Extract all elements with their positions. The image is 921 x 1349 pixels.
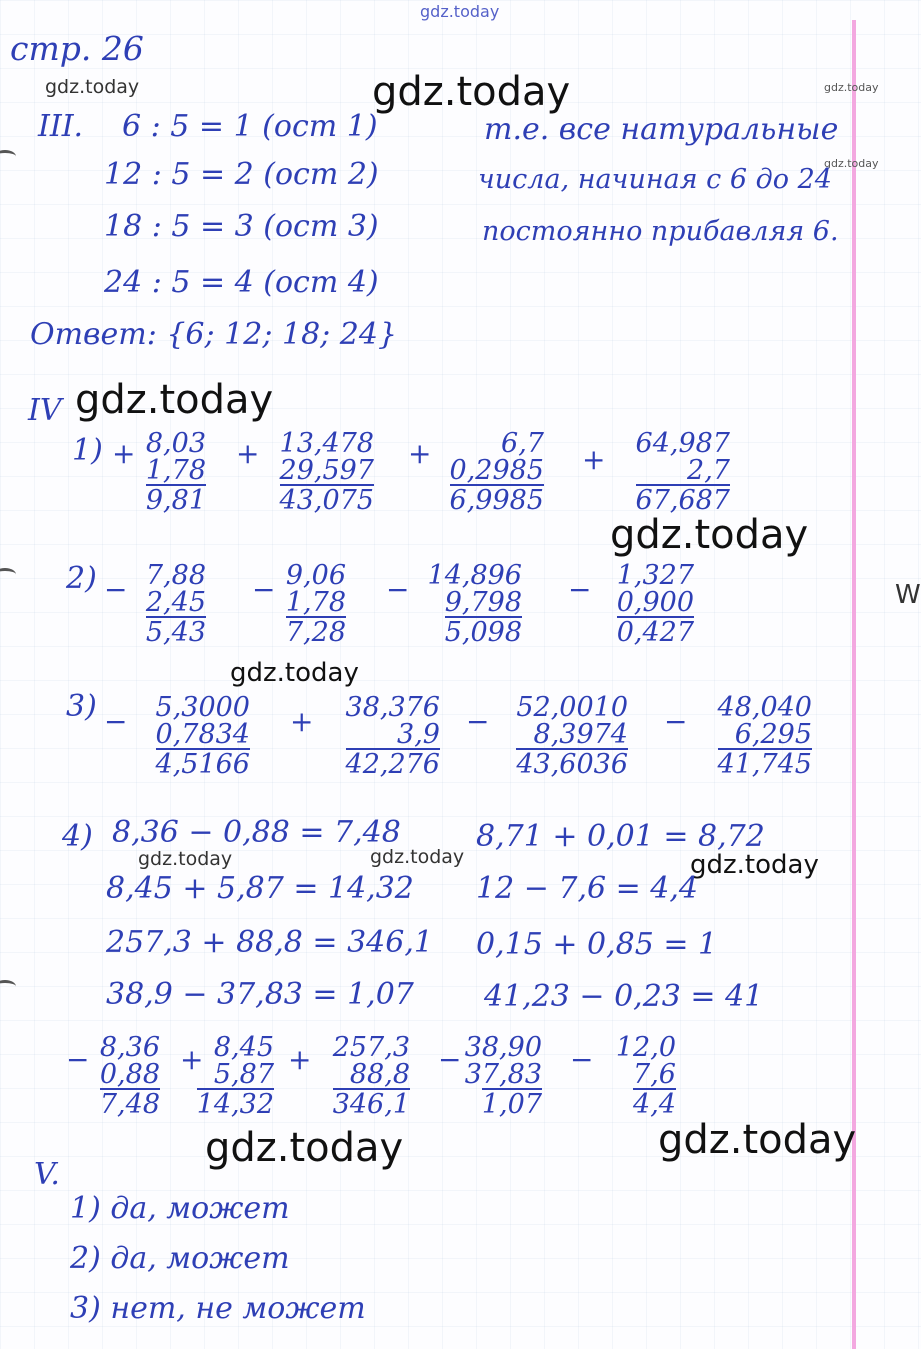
operation-sign: + <box>290 705 314 738</box>
answer-line: 3) нет, не может <box>70 1291 366 1326</box>
answer-line: 1) да, может <box>70 1191 290 1226</box>
operand: 37,83 <box>464 1059 542 1090</box>
operation-sign: − <box>104 705 128 738</box>
operand: 0,900 <box>616 587 694 618</box>
operand: 52,0010 <box>516 692 628 723</box>
result: 4,4 <box>633 1089 676 1120</box>
page-header: стр. 26 <box>10 29 144 68</box>
result: 42,276 <box>345 749 440 780</box>
column-operation <box>244 430 374 514</box>
equation-line: 8,45 + 5,87 = 14,32 <box>106 871 414 906</box>
item-label: 4) <box>62 819 93 854</box>
operand: 88,8 <box>349 1059 410 1090</box>
note-line: числа, начиная с 6 до 24 <box>478 164 832 195</box>
binding-hole-mark <box>0 568 16 581</box>
operation-sign: + <box>180 1043 204 1076</box>
watermark: gdz.today <box>372 69 571 115</box>
operand: 7,6 <box>633 1059 676 1090</box>
watermark: gdz.today <box>205 1125 404 1171</box>
operand: 38,90 <box>464 1032 542 1063</box>
operation-sign: − <box>664 705 688 738</box>
operand: 5,3000 <box>155 692 250 723</box>
operand: 2,45 <box>145 587 206 618</box>
operand: 0,88 <box>99 1059 160 1090</box>
operand: 7,88 <box>145 560 206 591</box>
result: 0,427 <box>616 617 694 648</box>
column-operation <box>396 562 522 646</box>
column-operation <box>306 694 440 778</box>
column-operation <box>420 430 544 514</box>
section-label: IV <box>28 393 62 428</box>
operand: 1,78 <box>285 587 346 618</box>
result: 43,075 <box>279 485 374 516</box>
column-operation <box>118 562 206 646</box>
watermark: gdz.today <box>690 850 819 880</box>
result: 41,745 <box>717 749 812 780</box>
operand: 8,45 <box>213 1032 274 1063</box>
column-operation <box>476 694 628 778</box>
answer-line: 2) да, может <box>70 1241 290 1276</box>
operand: 257,3 <box>332 1032 410 1063</box>
operand: 2,7 <box>687 455 730 486</box>
operation-sign: − <box>386 573 410 606</box>
column-operation <box>300 1034 410 1118</box>
operand: 38,376 <box>345 692 440 723</box>
result: 7,48 <box>99 1089 160 1120</box>
column-operation <box>118 694 250 778</box>
result: 5,098 <box>444 617 522 648</box>
result: 9,81 <box>145 485 206 516</box>
column-operation <box>596 430 730 514</box>
operation-sign: + <box>582 443 606 476</box>
operand: 64,987 <box>635 428 730 459</box>
division-line: 6 : 5 = 1 (ост 1) <box>122 109 378 144</box>
column-operation <box>582 562 694 646</box>
watermark: gdz.today <box>824 157 879 170</box>
operand: 13,478 <box>279 428 374 459</box>
result: 14,32 <box>196 1089 274 1120</box>
watermark: gdz.today <box>75 377 274 423</box>
operation-sign: + <box>408 437 432 470</box>
operand: 9,798 <box>444 587 522 618</box>
operand: 29,597 <box>279 455 374 486</box>
section-label: V. <box>34 1157 60 1192</box>
operand: 6,7 <box>501 428 544 459</box>
equation-line: 38,9 − 37,83 = 1,07 <box>106 977 414 1012</box>
equation-line: 12 − 7,6 = 4,4 <box>476 871 699 906</box>
operation-sign: − <box>568 573 592 606</box>
operation-sign: + <box>112 437 136 470</box>
operation-sign: − <box>438 1043 462 1076</box>
result: 6,9985 <box>449 485 544 516</box>
equation-line: 8,36 − 0,88 = 7,48 <box>112 815 401 850</box>
operation-sign: − <box>66 1043 90 1076</box>
equation-line: 257,3 + 88,8 = 346,1 <box>106 925 433 960</box>
result: 346,1 <box>332 1089 410 1120</box>
result: 5,43 <box>145 617 206 648</box>
watermark: gdz.today <box>658 1117 857 1163</box>
operand: 1,78 <box>145 455 206 486</box>
watermark: gdz.today <box>138 848 233 870</box>
result: 4,5166 <box>155 749 250 780</box>
equation-line: 8,71 + 0,01 = 8,72 <box>476 819 765 854</box>
result: 67,687 <box>635 485 730 516</box>
column-operation <box>584 1034 676 1118</box>
item-label: 1) <box>72 433 103 468</box>
operand: 8,3974 <box>533 719 628 750</box>
edge-mark: W <box>895 580 921 610</box>
column-operation <box>262 562 346 646</box>
operand: 6,295 <box>734 719 812 750</box>
watermark: gdz.today <box>610 512 809 558</box>
operation-sign: + <box>236 437 260 470</box>
operation-sign: − <box>252 573 276 606</box>
operand: 1,327 <box>616 560 694 591</box>
operand: 0,7834 <box>155 719 250 750</box>
binding-hole-mark <box>0 980 16 993</box>
column-operation <box>186 1034 274 1118</box>
equation-line: 0,15 + 0,85 = 1 <box>476 927 718 962</box>
division-line: 24 : 5 = 4 (ост 4) <box>104 265 379 300</box>
column-operation <box>82 1034 160 1118</box>
operand: 48,040 <box>717 692 812 723</box>
item-label: 3) <box>66 689 97 724</box>
operand: 3,9 <box>397 719 440 750</box>
operation-sign: + <box>288 1043 312 1076</box>
operand: 9,06 <box>285 560 346 591</box>
division-line: 18 : 5 = 3 (ост 3) <box>104 209 379 244</box>
section-label: III. <box>38 109 84 144</box>
note-line: постоянно прибавляя 6. <box>482 216 839 247</box>
operand: 5,87 <box>213 1059 274 1090</box>
result: 43,6036 <box>516 749 628 780</box>
watermark: gdz.today <box>420 2 500 21</box>
watermark: gdz.today <box>230 658 359 688</box>
equation-line: 41,23 − 0,23 = 41 <box>484 979 764 1014</box>
column-operation <box>118 430 206 514</box>
result: 1,07 <box>481 1089 542 1120</box>
operand: 8,36 <box>99 1032 160 1063</box>
answer-line: Ответ: {6; 12; 18; 24} <box>30 317 398 352</box>
binding-hole-mark <box>0 150 16 163</box>
watermark: gdz.today <box>824 81 879 94</box>
operation-sign: − <box>570 1043 594 1076</box>
operand: 14,896 <box>427 560 522 591</box>
operand: 12,0 <box>615 1032 676 1063</box>
column-operation <box>676 694 812 778</box>
watermark: gdz.today <box>370 846 465 868</box>
result: 7,28 <box>285 617 346 648</box>
operation-sign: − <box>466 705 490 738</box>
watermark: gdz.today <box>45 76 140 98</box>
operand: 0,2985 <box>449 455 544 486</box>
division-line: 12 : 5 = 2 (ост 2) <box>104 157 379 192</box>
column-operation <box>446 1034 542 1118</box>
operation-sign: − <box>104 573 128 606</box>
item-label: 2) <box>66 561 97 596</box>
note-line: т.е. все натуральные <box>484 112 839 147</box>
operand: 8,03 <box>145 428 206 459</box>
